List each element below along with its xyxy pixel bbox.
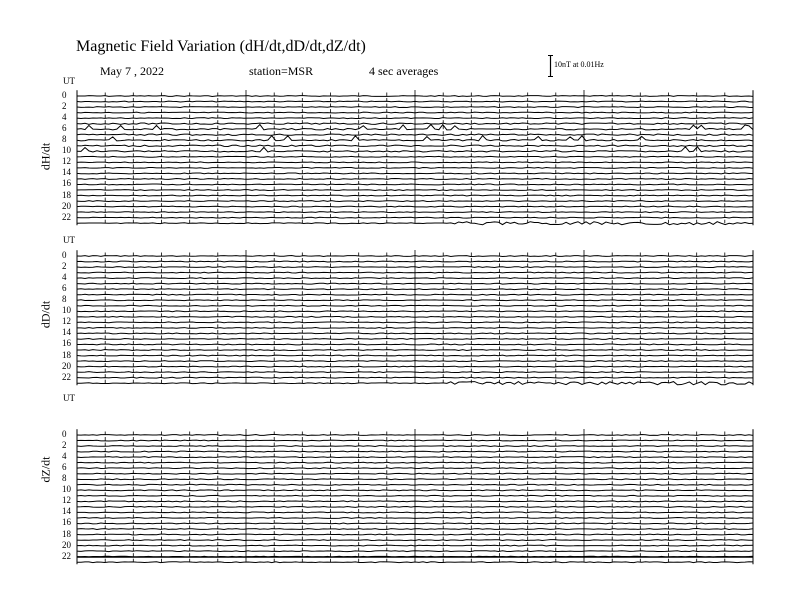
- hour-label: 8: [62, 134, 67, 145]
- hour-label: 8: [62, 473, 67, 484]
- hour-label: 10: [62, 145, 71, 156]
- hour-label: 22: [62, 550, 71, 561]
- hour-label: 14: [62, 506, 71, 517]
- hour-label: 16: [62, 338, 71, 349]
- panel-label-2: dZ/dt: [38, 456, 53, 483]
- hour-label: 6: [62, 123, 67, 134]
- hour-label: 10: [62, 484, 71, 495]
- hour-label: 16: [62, 517, 71, 528]
- station-label: station=MSR: [249, 64, 314, 78]
- hour-label: 18: [62, 189, 71, 200]
- hour-label: 18: [62, 528, 71, 539]
- hour-label: 20: [62, 360, 71, 371]
- date-label: May 7 , 2022: [100, 64, 164, 78]
- hour-label: 2: [62, 261, 67, 272]
- hour-label: 10: [62, 305, 71, 316]
- hour-label: 18: [62, 349, 71, 360]
- hour-label: 12: [62, 156, 71, 167]
- hour-label: 20: [62, 200, 71, 211]
- hour-label: 6: [62, 283, 67, 294]
- hour-label: 0: [62, 250, 67, 260]
- hour-label: 20: [62, 539, 71, 550]
- hour-label: 14: [62, 167, 71, 178]
- hour-label: 0: [62, 90, 67, 100]
- hour-label: 22: [62, 211, 71, 222]
- ut-label: UT: [63, 393, 75, 403]
- hour-label: 6: [62, 462, 67, 473]
- hour-label: 2: [62, 101, 67, 112]
- panel-label-1: dD/dt: [38, 300, 53, 329]
- scale-label: 10nT at 0.01Hz: [554, 60, 604, 69]
- panel-label-0: dH/dt: [38, 142, 53, 171]
- hour-label: 4: [62, 272, 67, 283]
- hour-label: 4: [62, 112, 67, 123]
- ut-label: UT: [63, 235, 75, 245]
- hour-label: 8: [62, 294, 67, 305]
- hour-label: 4: [62, 451, 67, 462]
- hour-label: 16: [62, 178, 71, 189]
- hour-label: 22: [62, 371, 71, 382]
- hour-label: 12: [62, 495, 71, 506]
- hour-label: 12: [62, 316, 71, 327]
- hour-label: 2: [62, 440, 67, 451]
- hour-label: 14: [62, 327, 71, 338]
- hour-label: 0: [62, 429, 67, 439]
- ut-label: UT: [63, 76, 75, 86]
- averaging-label: 4 sec averages: [369, 64, 439, 78]
- chart-title: Magnetic Field Variation (dH/dt,dD/dt,dZ/dt): [76, 38, 366, 55]
